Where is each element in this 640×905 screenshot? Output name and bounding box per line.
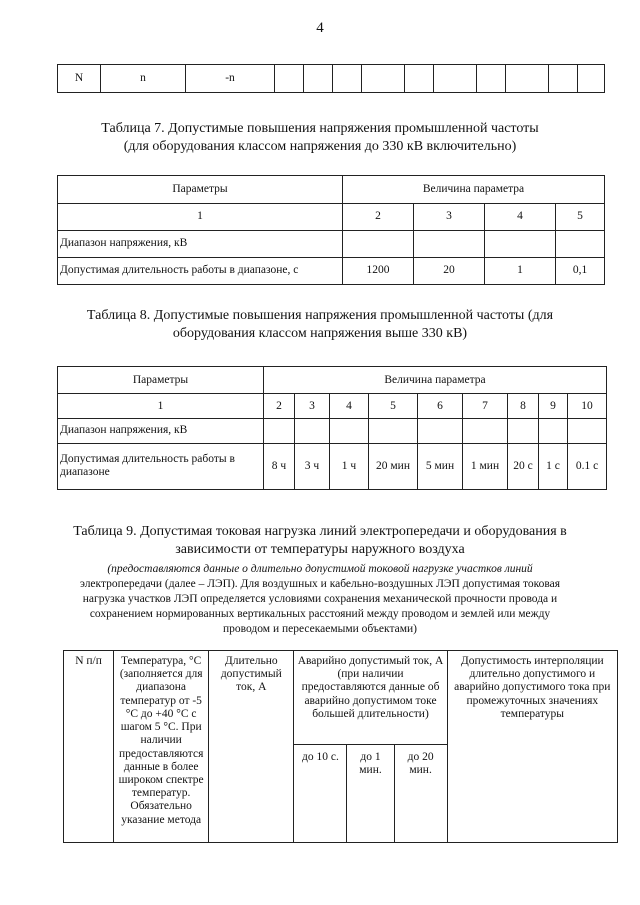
- top-cell: [275, 65, 304, 93]
- top-table: [57, 64, 605, 93]
- table7-value: 1: [485, 258, 556, 285]
- table7-header-params: Параметры: [58, 176, 343, 204]
- table8-num: 2: [264, 394, 295, 419]
- table9-note-line: нагрузка участков ЛЭП определяется условиями сохранения механической прочности провода и: [82, 592, 558, 605]
- table8-header-params: Параметры: [58, 367, 264, 394]
- table9-col-long: Длительно допустимый ток, А: [209, 651, 294, 843]
- table9-title: [40, 523, 600, 559]
- table8-value: 0.1 с: [568, 443, 607, 489]
- table7-title-line: Таблица 7. Допустимые повышения напряжения промышленной частоты: [101, 121, 539, 136]
- table7-header-value: Величина параметра: [343, 176, 605, 204]
- table8-num: 3: [295, 394, 330, 419]
- table8-value: 8 ч: [264, 443, 295, 489]
- table8-value: 3 ч: [295, 443, 330, 489]
- table8-title: [40, 307, 600, 343]
- table8-num: 6: [418, 394, 463, 419]
- table7-title: [40, 120, 600, 156]
- table7-num: 4: [485, 204, 556, 231]
- top-cell: [549, 65, 578, 93]
- table9-note-line: электропередачи (далее – ЛЭП). Для воздушных и кабельно-воздушных ЛЭП допустимая токовая: [79, 577, 561, 590]
- table8-num: 10: [568, 394, 607, 419]
- table7-row2-label: Допустимая длительность работы в диапазоне, с: [58, 258, 343, 285]
- top-cell: [304, 65, 333, 93]
- top-cell: [362, 65, 405, 93]
- table8: [57, 366, 607, 490]
- table8-value: 20 с: [508, 443, 539, 489]
- table9: [63, 650, 618, 843]
- table8-num: 1: [58, 394, 264, 419]
- top-cell: N: [58, 65, 101, 93]
- table9-note-line: сохранением нормированных вертикальных расстояний между проводом и землей или между: [89, 607, 551, 620]
- table9-col-num: N п/п: [64, 651, 114, 843]
- table7-num: 5: [556, 204, 605, 231]
- page-number: 4: [316, 20, 324, 36]
- top-cell: -n: [186, 65, 275, 93]
- table9-title-line: зависимости от температуры наружного воздуха: [175, 542, 465, 558]
- table8-title-line: оборудования классом напряжения выше 330 кВ): [172, 326, 468, 342]
- table8-value: 1 с: [539, 443, 568, 489]
- table8-value: 5 мин: [418, 443, 463, 489]
- table7-title-line: (для оборудования классом напряжения до 330 кВ включительно): [123, 139, 517, 155]
- table9-sub-10s: до 10 с.: [294, 745, 347, 843]
- table7-value: 0,1: [556, 258, 605, 285]
- table9-col-interp: Допустимость интерполяции длительно допустимого и аварийно допустимого тока при промежуточных значениях температуры: [447, 651, 617, 843]
- table8-value: 20 мин: [369, 443, 418, 489]
- table9-note-line: проводом и пересекаемыми объектами): [222, 622, 417, 635]
- table7: [57, 175, 605, 285]
- top-cell: [477, 65, 506, 93]
- table8-row2-label: Допустимая длительность работы в диапазоне: [58, 443, 264, 489]
- table9-note-line: (предоставляются данные о длительно допустимой токовой нагрузке участков линий: [107, 563, 533, 575]
- table7-num: 1: [58, 204, 343, 231]
- table7-num: 3: [414, 204, 485, 231]
- table7-value: 1200: [343, 258, 414, 285]
- table7-value: 20: [414, 258, 485, 285]
- table8-num: 9: [539, 394, 568, 419]
- top-cell: n: [101, 65, 186, 93]
- table8-value: 1 мин: [463, 443, 508, 489]
- table8-header-value: Величина параметра: [264, 367, 607, 394]
- top-cell: [506, 65, 549, 93]
- table7-row1-label: Диапазон напряжения, кВ: [58, 231, 343, 258]
- top-cell: [405, 65, 434, 93]
- table8-num: 4: [330, 394, 369, 419]
- table9-col-temp: Температура, °C (заполняется для диапазона температур от -5 °C до +40 °C с шагом 5 °C. При наличии предоставляются данные в более широком спектре температур. Обязательно указание метода: [114, 651, 209, 843]
- table8-num: 5: [369, 394, 418, 419]
- top-cell: [333, 65, 362, 93]
- table9-col-emerg: Аварийно допустимый ток, А (при наличии предоставляются данные об аварийно допустимом токе большей длительности): [294, 651, 447, 745]
- table8-num: 7: [463, 394, 508, 419]
- table7-num: 2: [343, 204, 414, 231]
- table9-sub-20min: до 20 мин.: [394, 745, 447, 843]
- top-cell: [578, 65, 605, 93]
- top-cell: [434, 65, 477, 93]
- table8-num: 8: [508, 394, 539, 419]
- table9-title-line: Таблица 9. Допустимая токовая нагрузка линий электропередачи и оборудования в: [73, 524, 567, 539]
- table8-value: 1 ч: [330, 443, 369, 489]
- table9-note: [35, 562, 605, 637]
- table9-sub-1min: до 1 мин.: [347, 745, 394, 843]
- table8-title-line: Таблица 8. Допустимые повышения напряжения промышленной частоты (для: [86, 308, 554, 323]
- table8-row1-label: Диапазон напряжения, кВ: [58, 419, 264, 443]
